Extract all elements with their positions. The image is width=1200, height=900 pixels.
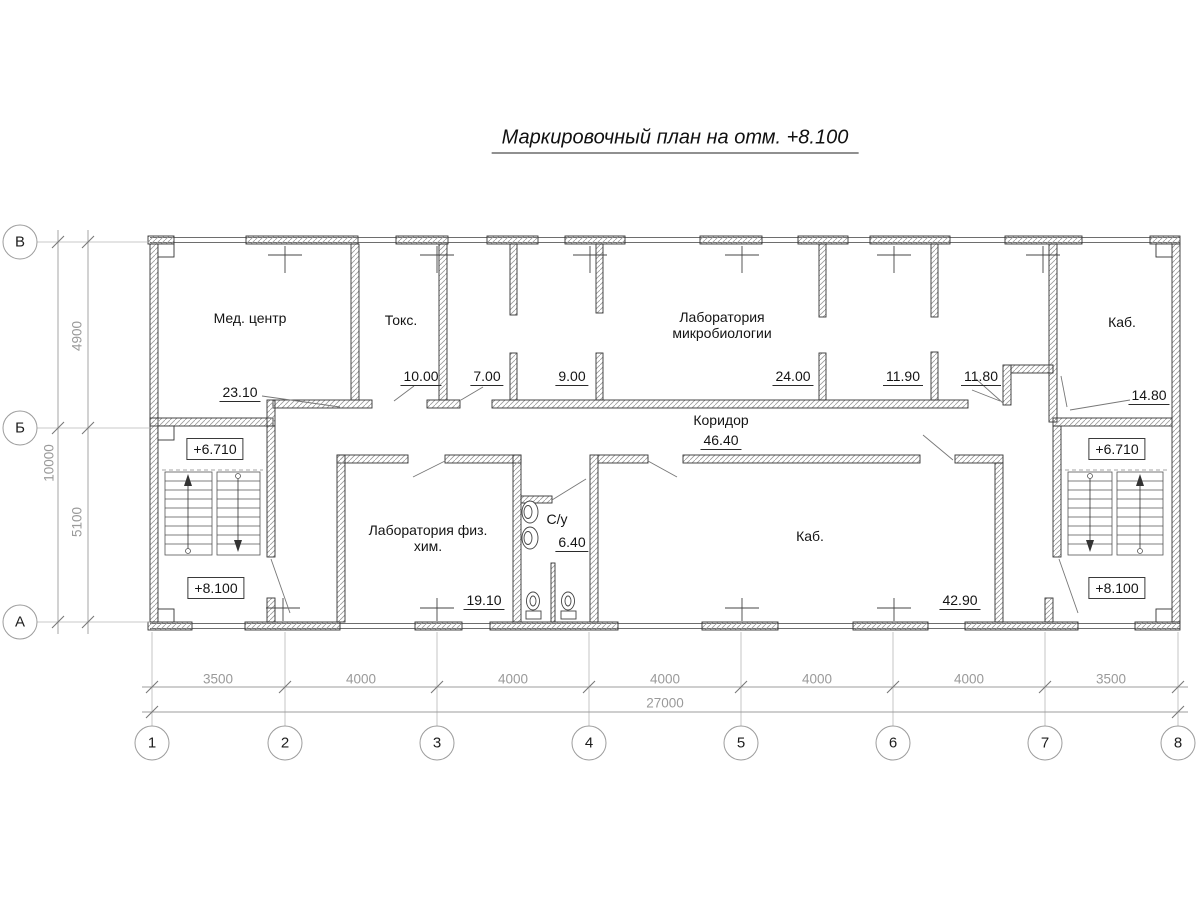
- dim-bottom-total: 27000: [646, 695, 684, 711]
- stairs-left: [162, 470, 263, 555]
- room-label-med-center: Мед. центр: [213, 310, 287, 326]
- dim-left-1: 4900: [69, 320, 85, 352]
- grid-number-3: 3: [432, 734, 442, 752]
- grid-number-4: 4: [584, 734, 594, 752]
- dim-bottom-2: 4000: [345, 671, 377, 687]
- walls: [148, 236, 1180, 630]
- dim-bottom-1: 3500: [202, 671, 234, 687]
- grid-number-7: 7: [1040, 734, 1050, 752]
- column-marks: [266, 246, 1060, 621]
- axis-letter-v: В: [14, 233, 26, 251]
- corner-jambs: [158, 244, 1172, 622]
- grid-number-6: 6: [888, 734, 898, 752]
- stairs-right: [1058, 470, 1167, 555]
- grid-number-2: 2: [280, 734, 290, 752]
- axis-letter-b: Б: [15, 419, 25, 437]
- dim-bottom-7: 3500: [1095, 671, 1127, 687]
- dim-left-total: 10000: [41, 444, 57, 482]
- area-kab-top: 14.80: [1128, 387, 1169, 405]
- elevation-right-upper: +6.710: [1088, 438, 1145, 460]
- room-label-su: С/у: [546, 511, 568, 527]
- area-micro-lab: 24.00: [772, 368, 813, 386]
- dim-bottom-6: 4000: [953, 671, 985, 687]
- dim-bottom-3: 4000: [497, 671, 529, 687]
- area-fizhim-lab: 19.10: [463, 592, 504, 610]
- room-label-micro-lab: Лаборатория микробиологии: [672, 309, 772, 341]
- dim-left-2: 5100: [69, 506, 85, 538]
- dimension-lines: [58, 230, 1188, 712]
- area-room1190: 11.90: [883, 368, 923, 386]
- window-lines: [150, 238, 1180, 629]
- area-med-center: 23.10: [219, 384, 260, 402]
- area-corridor: 46.40: [700, 432, 741, 450]
- area-su: 6.40: [555, 534, 588, 552]
- elevation-left-upper: +6.710: [186, 438, 243, 460]
- dim-bottom-5: 4000: [801, 671, 833, 687]
- elevation-left-lower: +8.100: [187, 577, 244, 599]
- grid-number-8: 8: [1173, 734, 1183, 752]
- room-label-toks: Токс.: [384, 312, 418, 328]
- dimension-ticks: [52, 236, 1184, 718]
- area-room7: 7.00: [470, 368, 503, 386]
- room-label-kab-bottom: Каб.: [796, 528, 824, 544]
- axis-letter-a: А: [14, 613, 26, 631]
- drawing-title: Маркировочный план на отм. +8.100: [492, 127, 859, 154]
- sink-icon: [522, 501, 538, 549]
- grid-number-5: 5: [736, 734, 746, 752]
- room-label-corridor: Коридор: [693, 412, 749, 428]
- grid-number-1: 1: [147, 734, 157, 752]
- area-kab-bottom: 42.90: [939, 592, 980, 610]
- room-label-kab-top: Каб.: [1108, 314, 1136, 330]
- area-room1180: 11.80: [961, 368, 1001, 386]
- area-toks: 10.00: [400, 368, 441, 386]
- area-room9: 9.00: [555, 368, 588, 386]
- room-label-fizhim-lab: Лаборатория физ. хим.: [368, 522, 488, 554]
- extension-lines: [37, 242, 1178, 726]
- dim-bottom-4: 4000: [649, 671, 681, 687]
- elevation-right-lower: +8.100: [1088, 577, 1145, 599]
